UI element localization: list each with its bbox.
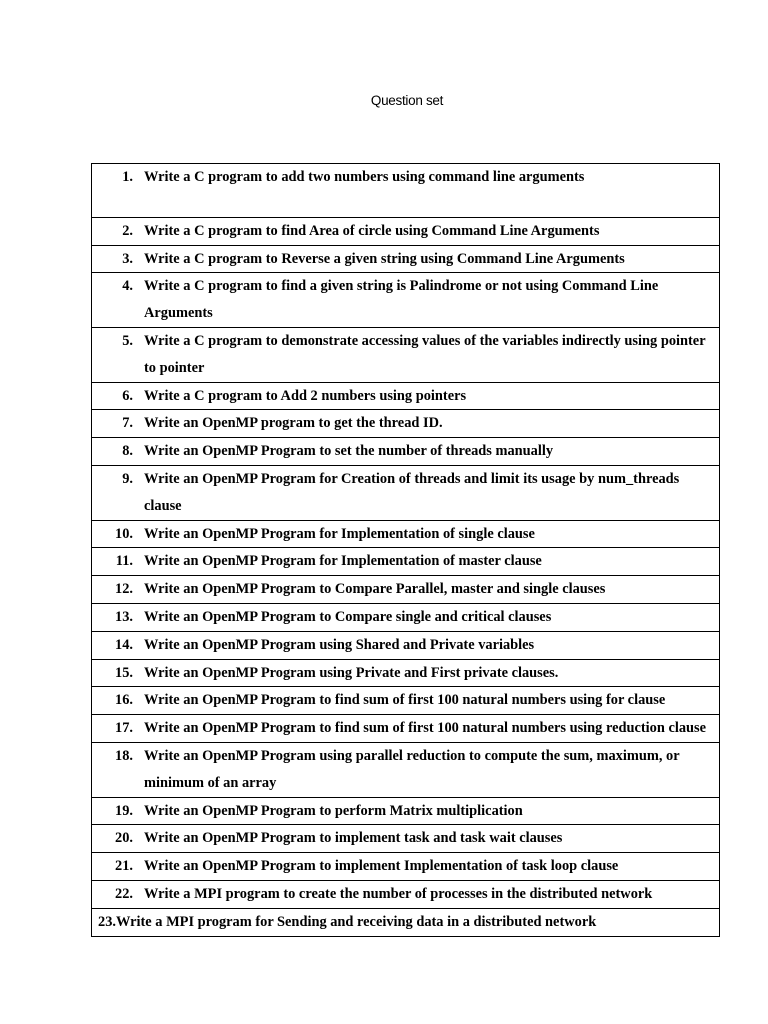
table-row [92, 382, 720, 410]
question-number: 16. [115, 692, 133, 709]
question-number: 6. [122, 387, 133, 404]
table-row [92, 687, 720, 715]
question-text: Write a C program to add two numbers using command line arguments [144, 169, 585, 185]
question-number: 5. [122, 332, 133, 349]
question-text: Write a C program to Reverse a given string using Command Line Arguments [144, 250, 625, 267]
question-text: Write a C program to demonstrate accessing values of the variables indirectly using pointer to pointer [144, 332, 706, 376]
question-number: 19. [115, 802, 133, 819]
table-row [92, 164, 720, 218]
table-row [92, 438, 720, 466]
list-item [92, 604, 719, 631]
question-number: 22. [115, 885, 133, 902]
list-item [92, 383, 719, 410]
question-number: 8. [122, 443, 133, 460]
question-text: Write an OpenMP Program using Private and First private clauses. [144, 664, 559, 681]
question-text: Write an OpenMP Program for Implementation of single clause [144, 525, 535, 542]
list-item [92, 548, 719, 575]
list-item [92, 632, 719, 659]
question-number: 4. [122, 278, 133, 295]
list-item [92, 466, 719, 520]
list-item [92, 909, 719, 936]
list-item [92, 328, 719, 382]
question-text: Write an OpenMP Program to Compare single and critical clauses [144, 608, 552, 625]
table-row [92, 797, 720, 825]
list-item [92, 687, 719, 714]
question-text: Write an OpenMP Program to perform Matrix multiplication [144, 802, 523, 819]
table-row [92, 825, 720, 853]
question-number: 11. [115, 553, 133, 570]
list-item [92, 798, 719, 825]
list-item [92, 273, 719, 327]
question-text: Write a MPI program to create the number of processes in the distributed network [144, 885, 653, 902]
question-number: 2. [122, 222, 133, 239]
question-number: 13. [115, 608, 133, 625]
list-item [92, 576, 719, 603]
list-item [92, 410, 719, 437]
question-number: 7. [122, 415, 133, 432]
table-row [92, 410, 720, 438]
question-text: Write an OpenMP Program to implement task and task wait clauses [144, 830, 563, 847]
question-text: Write a C program to find Area of circle using Command Line Arguments [144, 222, 600, 239]
question-number: 20. [115, 830, 133, 847]
question-number: 21. [115, 858, 133, 875]
question-text: Write an OpenMP Program to Compare Parallel, master and single clauses [144, 581, 606, 598]
list-item [92, 715, 719, 742]
list-item [92, 164, 719, 217]
table-row [92, 465, 720, 520]
table-row [92, 548, 720, 576]
question-number: 15. [115, 664, 133, 681]
question-number: 10. [115, 525, 133, 542]
question-text: Write an OpenMP Program to implement Implementation of task loop clause [144, 858, 619, 875]
table-row [92, 576, 720, 604]
question-number: 18. [115, 747, 133, 764]
table-row [92, 603, 720, 631]
list-item [92, 825, 719, 852]
question-text: Write an OpenMP Program to find sum of first 100 natural numbers using for clause [144, 692, 666, 709]
table-row [92, 327, 720, 382]
table-row [92, 853, 720, 881]
list-item [92, 521, 719, 548]
question-text: Write a C program to find a given string is Palindrome or not using Command Line Arguments [144, 278, 659, 322]
table-row [92, 742, 720, 797]
question-text: 23.Write a MPI program for Sending and receiving data in a distributed network [98, 913, 597, 930]
table-row [92, 659, 720, 687]
question-text: Write an OpenMP Program using Shared and Private variables [144, 636, 535, 653]
question-number: 14. [115, 636, 133, 653]
question-number: 3. [122, 250, 133, 267]
table-row [92, 908, 720, 936]
question-text: Write an OpenMP program to get the thread ID. [144, 415, 443, 432]
list-item [92, 218, 719, 245]
question-number: 12. [115, 581, 133, 598]
page-title: Question set [370, 93, 444, 108]
question-text: Write an OpenMP Program for Implementation of master clause [144, 553, 542, 570]
list-item [92, 660, 719, 687]
question-text: Write an OpenMP Program to set the number of threads manually [144, 443, 554, 460]
list-item [92, 438, 719, 465]
question-text: Write an OpenMP Program using parallel reduction to compute the sum, maximum, or minimum of an array [144, 747, 680, 791]
table-row [92, 245, 720, 273]
question-number: 1. [122, 169, 133, 185]
question-table [91, 163, 720, 937]
list-item [92, 743, 719, 797]
table-row [92, 880, 720, 908]
table-row [92, 715, 720, 743]
table-row [92, 631, 720, 659]
table-row [92, 217, 720, 245]
list-item [92, 853, 719, 880]
list-item [92, 246, 719, 273]
list-item [92, 881, 719, 908]
table-row [92, 273, 720, 328]
question-text: Write an OpenMP Program to find sum of first 100 natural numbers using reduction clause [144, 720, 707, 737]
question-number: 17. [115, 720, 133, 737]
question-text: Write an OpenMP Program for Creation of threads and limit its usage by num_threads clause [144, 470, 680, 514]
question-text: Write a C program to Add 2 numbers using pointers [144, 387, 467, 404]
table-row [92, 520, 720, 548]
question-number: 9. [122, 470, 133, 487]
